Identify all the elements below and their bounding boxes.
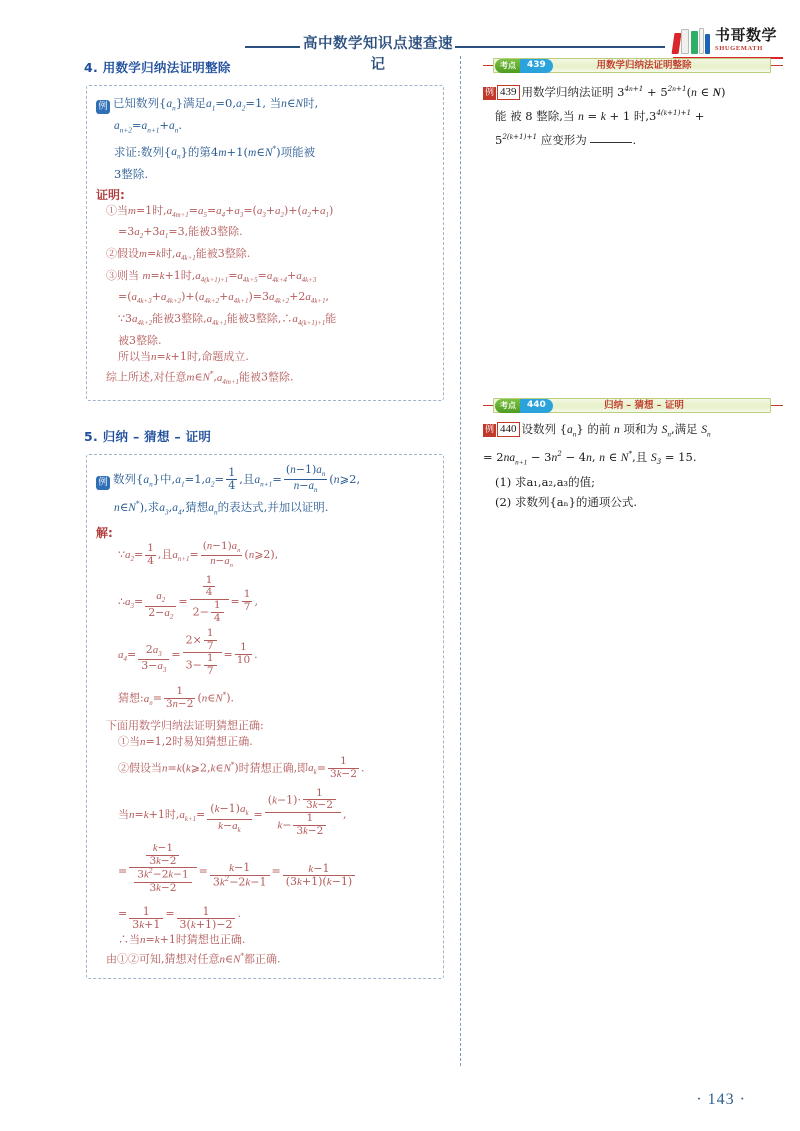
proof-body-4	[96, 203, 433, 391]
example-marker: 例	[485, 87, 495, 98]
solution-line: 当n=k+1时$,a_{k+1}=$ $\frac{(k-1)a_k}{k-a_k}$ = (k−1)· $\frac{1}{3k-2}$ k− $\frac{1}{3k-2}$ ,	[118, 786, 347, 838]
question-line: 已知数列$\{a_n\}$满足$a_1=0,a_2=1$, 当n∈N时,	[113, 96, 319, 113]
solution-line: 下面用数学归纳法证明猜想正确:	[106, 718, 264, 732]
question-line: 求证:数列$\{a_n\}$的第4m+1(m∈N*)项能被	[114, 143, 316, 161]
header-rule-right	[455, 46, 665, 48]
solution-line: ①当n=1,2时易知猜想正确.	[118, 735, 253, 749]
solution-line: = $\frac{\frac{k-1}{3k-2}}{\frac{3k^2-2k-1}{3k-2}}$ = $\frac{k-1}{3k^2-2k-1}$ = $\frac{k-1}{(3k+1)(k-1)}$	[96, 843, 433, 899]
sub-question: (2) 求数列{aₙ}的通项公式.	[495, 495, 638, 510]
question-line: 数列$\{a_n\}$中$,a_1=1,a_2=$ $\frac{1}{4}$ ,且$a_{n+1}=$ $\frac{(n-1)a_n}{n-a_n}$ (n⩾2,	[113, 463, 361, 495]
right-card-440	[483, 398, 783, 512]
keypoint-rule-right	[771, 65, 783, 66]
question-line: 3整除.	[114, 166, 148, 181]
page-title: 高中数学知识点速查速记	[303, 35, 453, 73]
question-line: 例 440 设数列 $\{a_n\}$ 的前 n 项和为 $S_n$,满足 $S_n$	[485, 422, 711, 439]
solution-line: 猜想$:a_n=$ $\frac{1}{3n-2}$ (n∈N*).	[118, 685, 235, 711]
keypoint-badge-number: 439	[520, 59, 553, 73]
brand-name-cn: 书哥数学	[715, 26, 778, 44]
question-text-440	[483, 419, 783, 512]
item-number: 440	[497, 422, 520, 437]
example-icon: 例	[96, 100, 110, 114]
header-rule-left	[245, 46, 300, 48]
right-card-439	[483, 58, 783, 149]
solution-line: $\because a_2=$ $\frac{1}{4}$ ,且$a_{n+1}=$ $\frac{(n-1)a_n}{n-a_n}$ (n⩾2),	[118, 540, 279, 569]
books-icon	[673, 28, 711, 54]
proof-line: ①当m=1时$,a_{4m+1}=a_5=a_4+a_3=(a_3+a_2)+(a_2+a_1)$	[106, 203, 334, 219]
page-number: · 143 ·	[696, 1091, 746, 1108]
example-marker: 例	[485, 425, 495, 435]
keypoint-badge	[495, 58, 553, 73]
keypoint-title: 归纳 – 猜想 – 证明	[604, 400, 684, 411]
keypoint-badge	[495, 398, 553, 413]
keypoint-bar-440	[483, 398, 783, 413]
solution-label-5: 解:	[96, 526, 113, 541]
section-heading-4: 4. 用数学归纳法证明整除	[84, 60, 231, 75]
solution-line: 由①②可知,猜想对任意n∈N*都正确.	[106, 952, 281, 967]
proof-line: $\because 3a_{4k+2}$能被3整除$,a_{4k+1}$能被3整除$,\therefore a_{4(k+1)+1}$能	[118, 312, 337, 328]
keypoint-badge-number: 440	[520, 399, 553, 413]
proof-line: 所以当n=k+1时,命题成立.	[118, 350, 249, 364]
brand-text	[715, 26, 777, 53]
example-box-4	[86, 85, 444, 401]
brand-name-en: SHUGEMATH	[715, 45, 763, 52]
keypoint-bar-439	[483, 58, 783, 73]
proof-line: $=(a_{4k+3}+a_{4k+2})+(a_{4k+2}+a_{4k+1})=3a_{4k+2}+2a_{4k+1}$,	[118, 290, 330, 306]
left-column	[84, 58, 444, 983]
question-line: 例 439 用数学归纳法证明 $3^{4n+1} + 5^{2n+1}(n$ ∈ N)	[485, 84, 726, 99]
answer-blank[interactable]	[590, 131, 632, 143]
keypoint-badge-label: 考点	[495, 399, 520, 413]
keypoint-badge-label: 考点	[495, 59, 520, 73]
proof-line: 综上所述,对任意$m\in N^*,a_{4m+1}$能被3整除.	[106, 369, 294, 386]
example-icon: 例	[96, 476, 110, 490]
question-line: 能 被 8 整除,当 n = k + 1 时$,3^{4(k+1)+1}$ +	[495, 107, 705, 123]
question-line: = $2na_{n+1} - 3n^2 - 4n$, n ∈ N*,且 $S_3 = 15$.	[483, 449, 697, 467]
question-text-439	[483, 79, 783, 149]
question-line: $a_{n+2}=a_{n+1}+a_n$.	[114, 118, 183, 135]
solution-line: $\therefore a_3=$ $\frac{a_2}{2-a_2}$ = $\frac{1}{4}$ 2− $\frac{1}{4}$ = $\frac{1}{7}$ ,	[118, 573, 258, 625]
solution-line: = $\frac{1}{3k+1}$ = $\frac{1}{3(k+1)-2}$ .	[118, 904, 241, 932]
question-line: n∈N*),求$a_3,a_4$,猜想$a_n$的表达式,并加以证明.	[114, 499, 329, 517]
question-text-5	[96, 464, 433, 521]
item-number: 439	[497, 85, 520, 100]
section-heading-5: 5. 归纳 – 猜想 – 证明	[84, 429, 212, 445]
example-box-5	[86, 454, 444, 978]
solution-line: $a_4=$ $\frac{2a_3}{3-a_3}$ = 2× $\frac{1}{7}$ 3− $\frac{1}{7}$ = $\frac{1}{10}$ .	[118, 626, 258, 678]
column-divider	[460, 56, 461, 1066]
sub-question: (1) 求a₁,a₂,a₃的值;	[495, 475, 596, 490]
solution-body-5	[96, 541, 433, 968]
proof-line: ③则当 m=k+1时$,a_{4(k+1)+1}=a_{4k+5}=a_{4k+4}+a_{4k+3}$	[106, 268, 317, 284]
brand-logo	[673, 26, 785, 60]
question-line: $5^{2(k+1)+1}$ 应变形为 .	[495, 131, 637, 147]
proof-line: ②假设m=k时$,a_{4k+1}$能被3整除.	[106, 247, 251, 263]
question-text-4	[96, 95, 433, 183]
proof-line: 被3整除.	[118, 333, 162, 347]
proof-label-4: 证明:	[96, 187, 125, 202]
keypoint-title: 用数学归纳法证明整除	[596, 60, 692, 71]
keypoint-rule-right	[771, 405, 783, 406]
solution-line: ∴当n=k+1时猜想也正确.	[118, 932, 246, 946]
solution-line: ②假设当n=k(k⩾2,k∈N*)时猜想正确,即$a_k=$ $\frac{1}{3k-2}$ .	[118, 755, 365, 780]
proof-line: $=3a_2+3a_1=3$,能被3整除.	[118, 225, 243, 241]
